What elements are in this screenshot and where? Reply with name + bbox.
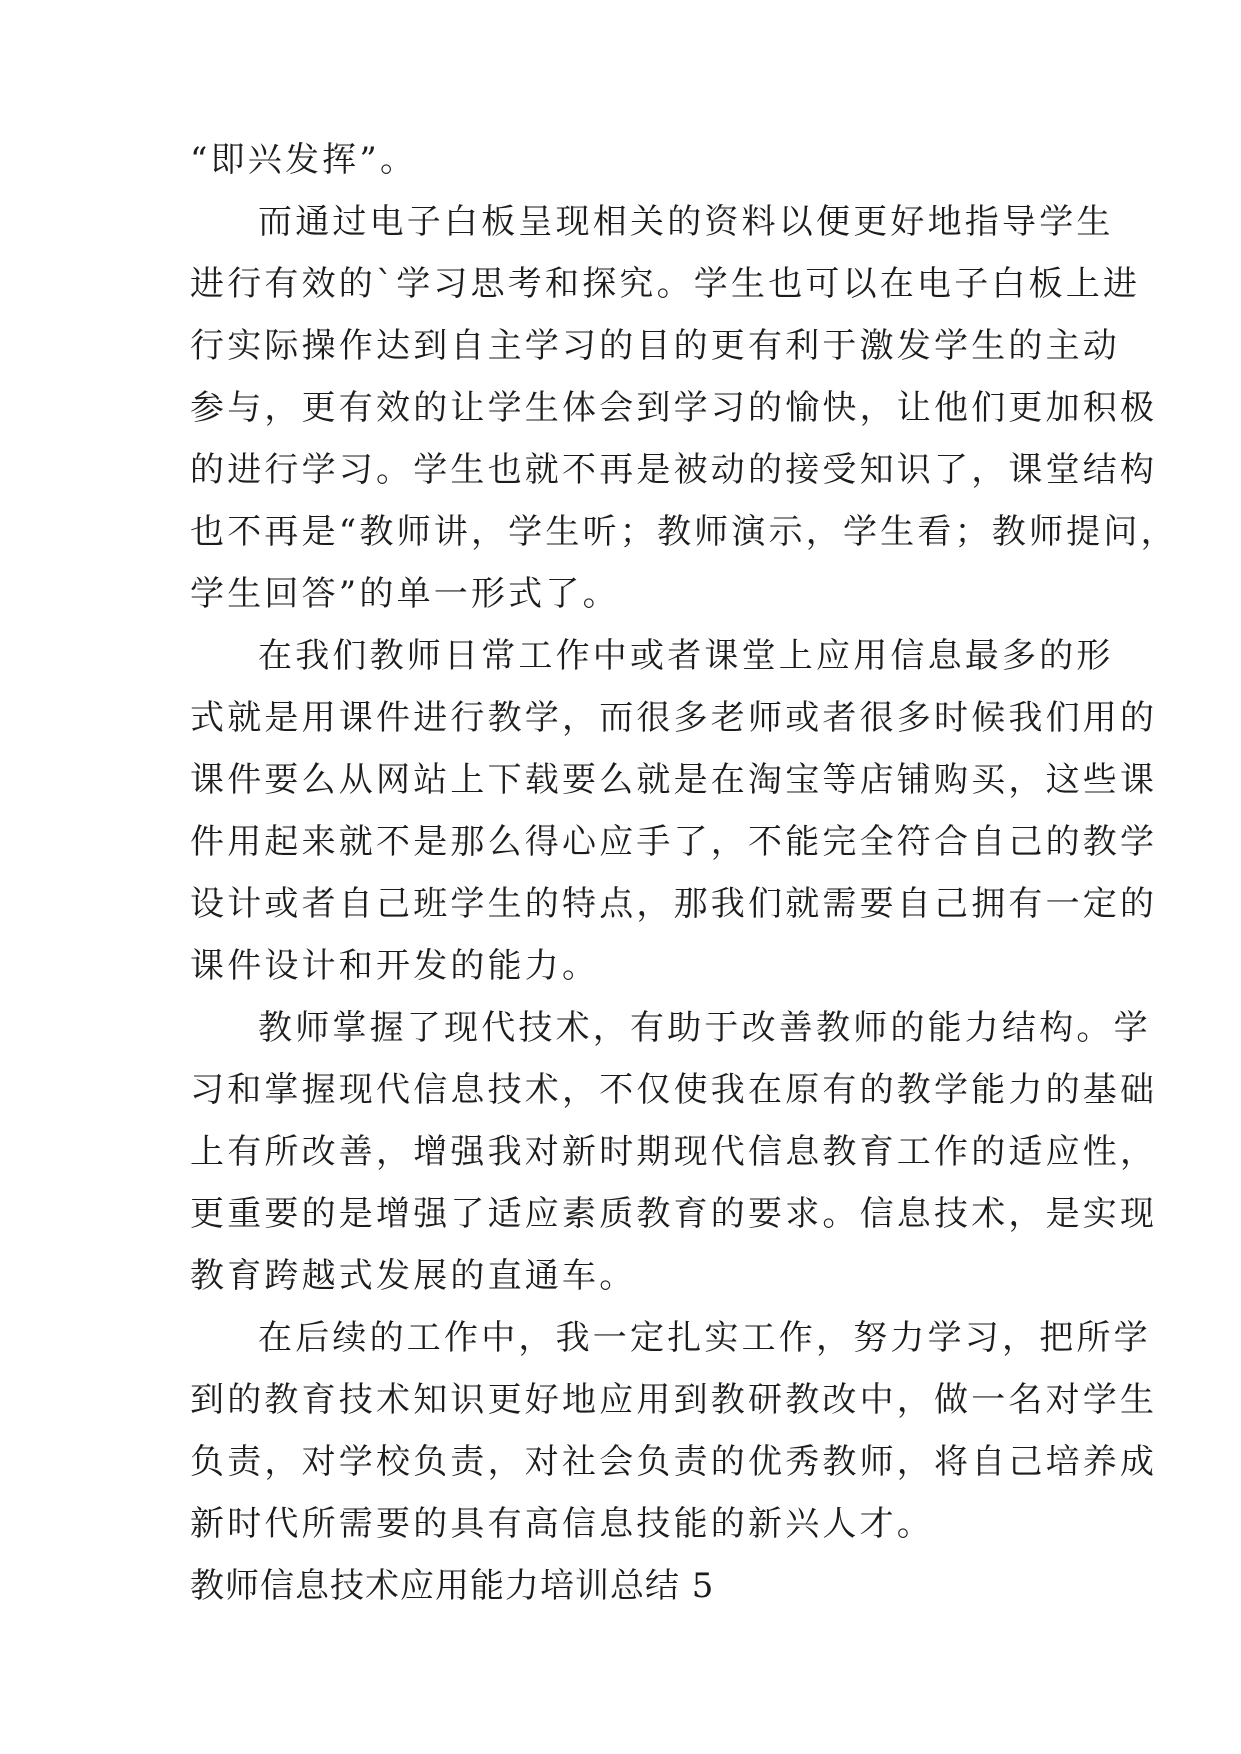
text-line: 教师掌握了现代技术，有助于改善教师的能力结构。学 — [258, 1008, 1151, 1048]
text-line: 在我们教师日常工作中或者课堂上应用信息最多的形 — [258, 636, 1114, 676]
text-line: 新时代所需要的具有高信息技能的新兴人才。 — [190, 1504, 934, 1544]
text-line: “即兴发挥”。 — [190, 140, 418, 180]
text-line: 设计或者自己班学生的特点，那我们就需要自己拥有一定的 — [190, 884, 1158, 924]
text-line: 习和掌握现代信息技术，不仅使我在原有的教学能力的基础 — [190, 1070, 1158, 1110]
text-line: 课件设计和开发的能力。 — [190, 946, 600, 986]
text-line: 负责，对学校负责，对社会负责的优秀教师，将自己培养成 — [190, 1442, 1158, 1482]
text-line: 的进行学习。学生也就不再是被动的接受知识了，课堂结构 — [190, 450, 1158, 490]
text-line: 在后续的工作中，我一定扎实工作，努力学习，把所学 — [258, 1318, 1151, 1358]
text-line: 学生回答”的单一形式了。 — [190, 574, 620, 614]
text-line: 也不再是“教师讲，学生听；教师演示，学生看；教师提问， — [190, 512, 1178, 552]
section-heading: 教师信息技术应用能力培训总结 5 — [190, 1566, 715, 1606]
text-line: 到的教育技术知识更好地应用到教研教改中，做一名对学生 — [190, 1380, 1158, 1420]
text-line: 而通过电子白板呈现相关的资料以便更好地指导学生 — [258, 202, 1114, 242]
text-line: 上有所改善，增强我对新时期现代信息教育工作的适应性， — [190, 1132, 1158, 1172]
text-line: 教育跨越式发展的直通车。 — [190, 1256, 637, 1296]
text-line: 式就是用课件进行教学，而很多老师或者很多时候我们用的 — [190, 698, 1158, 738]
text-line: 更重要的是增强了适应素质教育的要求。信息技术，是实现 — [190, 1194, 1158, 1234]
text-line: 行实际操作达到自主学习的目的更有利于激发学生的主动 — [190, 326, 1120, 366]
text-line: 参与，更有效的让学生体会到学习的愉快，让他们更加积极 — [190, 388, 1158, 428]
text-line: 件用起来就不是那么得心应手了，不能完全符合自己的教学 — [190, 822, 1158, 862]
text-line: 课件要么从网站上下载要么就是在淘宝等店铺购买，这些课 — [190, 760, 1158, 800]
text-line: 进行有效的`学习思考和探究。学生也可以在电子白板上进 — [190, 264, 1141, 304]
